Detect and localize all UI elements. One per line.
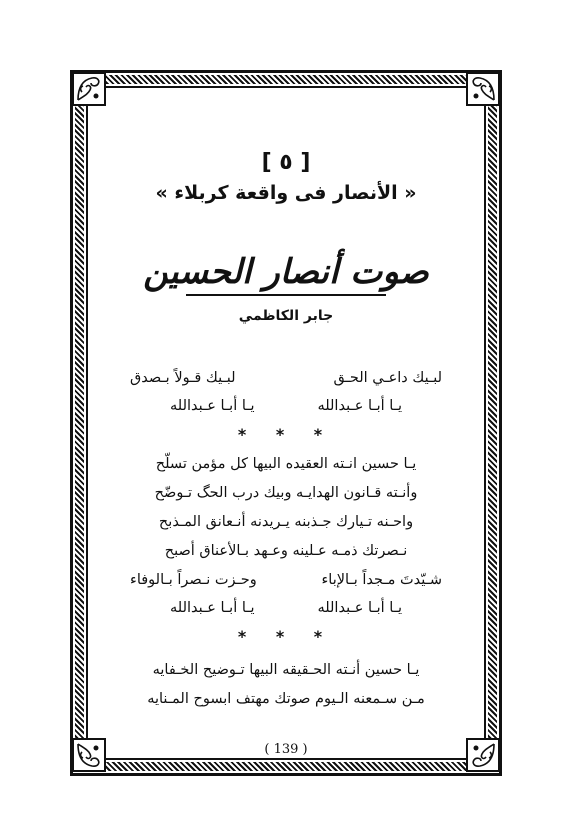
section-title: « الأنصار فى واقعة كربلاء » <box>155 182 417 204</box>
verse-line-2 <box>100 398 472 414</box>
verse-hemistich-right: يـا أبـا عـبدالله <box>317 398 402 414</box>
poem-title-underline <box>186 294 386 296</box>
stars-separator: * * * <box>237 627 335 646</box>
verse-hemistich-right: لبـيك داعـي الحـق <box>333 370 442 386</box>
stars-separator: * * * <box>237 425 335 444</box>
verse-line-1 <box>100 370 472 386</box>
verse-line-5: واحـنه تـيارك جـذبنه يـريدنه أنـعانق المـذبح <box>158 514 414 530</box>
page-number: ( 139 ) <box>264 742 308 757</box>
poem-title-calligraphy: صوت أنصار الحسين <box>143 252 429 292</box>
verse-line-4: وأنـته قـانون الهدايـه وبيك درب الحگ تـوضّح <box>154 485 418 501</box>
verse-hemistich-left: يـا أبـا عـبدالله <box>170 398 255 414</box>
verse-line-3: يـا حسين انـته العقيده البيها كل مؤمن تسلّح <box>155 456 417 472</box>
verse-hemistich-right: يـا أبـا عـبدالله <box>317 600 402 616</box>
verse-hemistich-left: وحـزت نـصراً بـالوفاء <box>130 572 257 588</box>
verse-line-6: نـصرتك ذمـه عـلينه وعـهد بـالأعناق أصبح <box>164 543 408 559</box>
verse-hemistich-right: شـيّدتَ مـجداً بـالإباء <box>321 572 442 588</box>
verse-line-10: مـن سـمعنه الـيوم صوتك مهتف ابسوح المـنايه <box>147 691 425 707</box>
section-number: [ ٥ ] <box>261 150 311 175</box>
author-name: جابر الكاظمي <box>238 308 334 324</box>
verse-line-7 <box>100 572 472 588</box>
verse-hemistich-left: يـا أبـا عـبدالله <box>170 600 255 616</box>
page-content <box>100 100 472 757</box>
verse-line-9: يـا حسين أنـته الحـقيقه البيها تـوضيح الخـفايه <box>152 662 420 678</box>
verse-hemistich-left: لبـيك قـولاً بـصدق <box>130 370 236 386</box>
verse-line-8 <box>100 600 472 616</box>
